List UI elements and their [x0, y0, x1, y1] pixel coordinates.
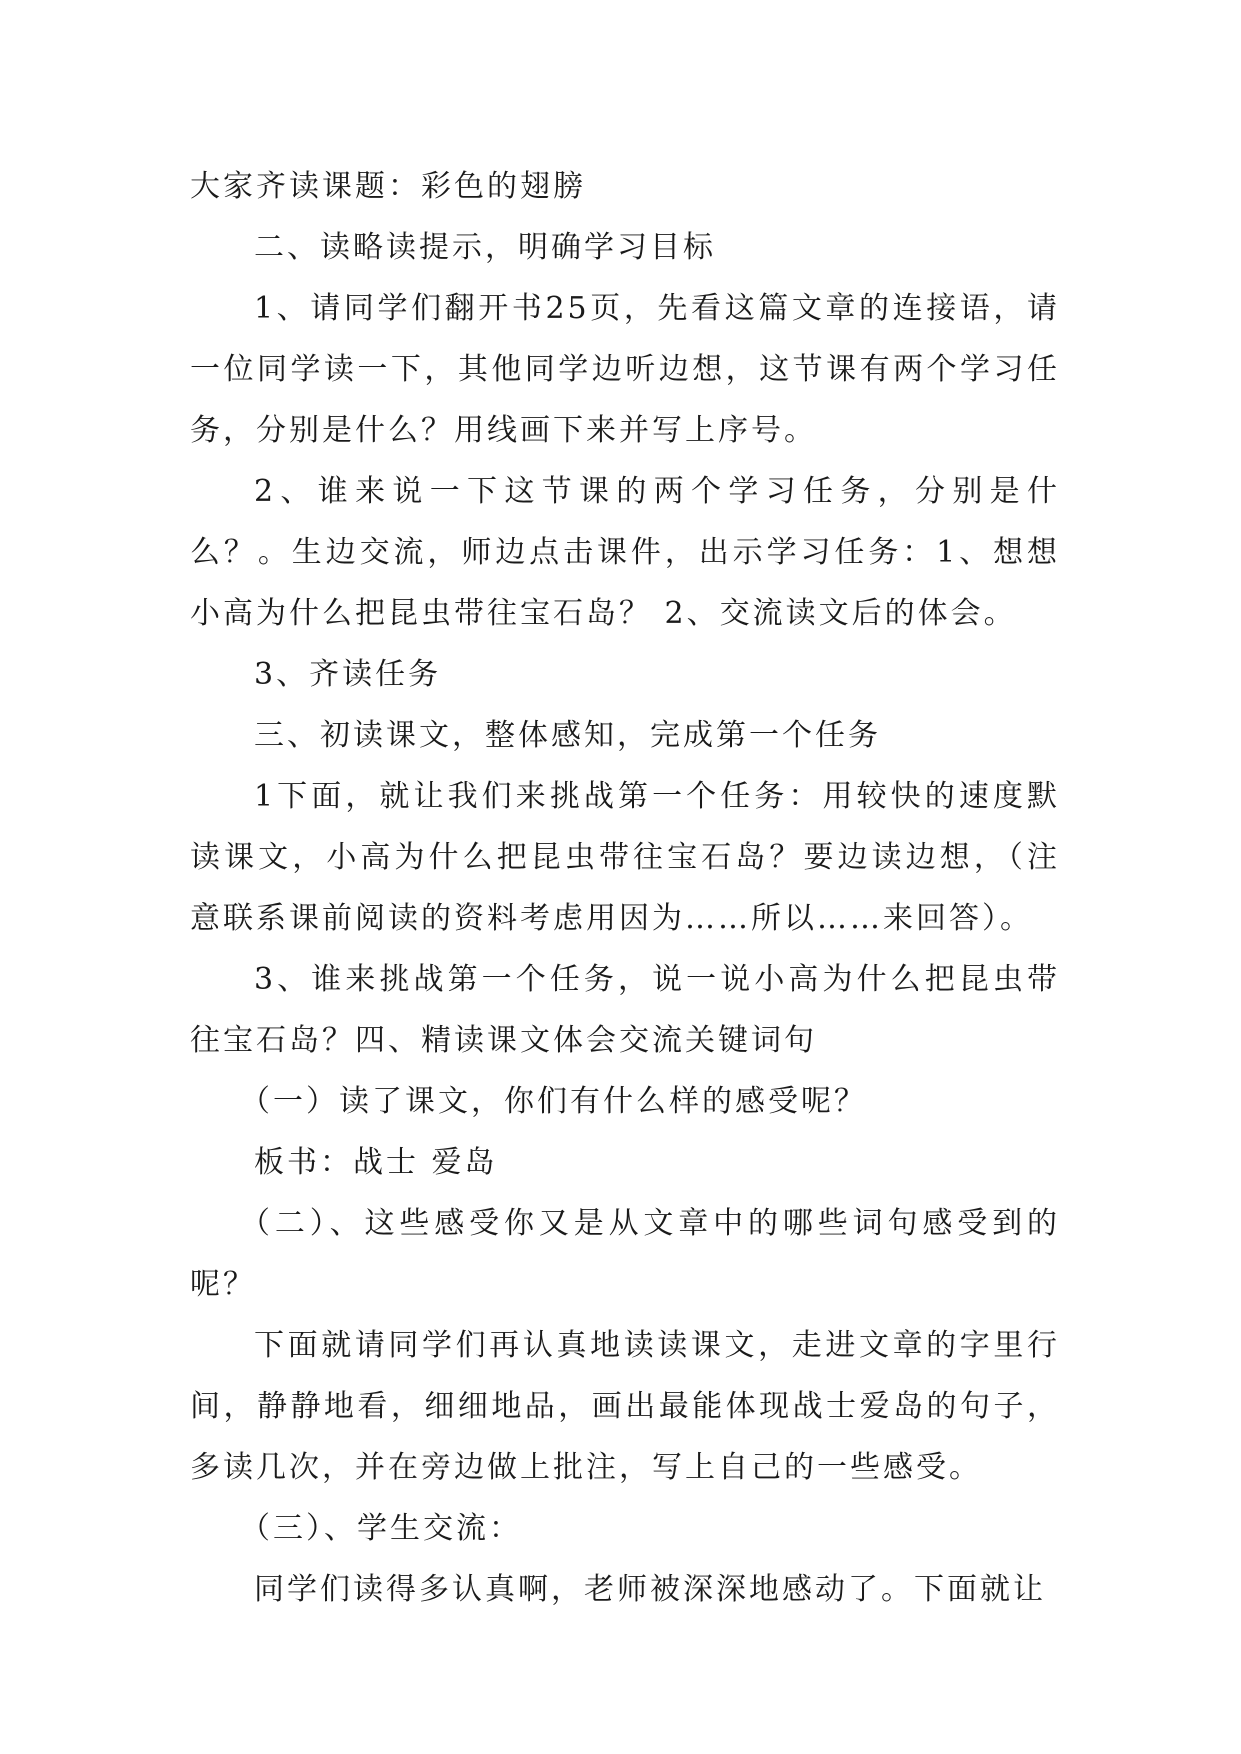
- paragraph-closing: 同学们读得多认真啊，老师被深深地感动了。下面就让: [254, 1572, 1046, 1607]
- paragraph-task-3: 3、谁来挑战第一个任务，说一说小高为什么把昆虫带往宝石岛？四、精读课文体会交流关键词句: [190, 962, 1060, 1058]
- section-heading-2: 二、读略读提示，明确学习目标: [254, 230, 716, 265]
- document-body: [190, 156, 1060, 1620]
- paragraph-reading-title: 大家齐读课题：彩色的翅膀: [190, 169, 586, 204]
- paragraph-sub-3: （三）、学生交流：: [240, 1511, 522, 1546]
- paragraph-step-2: 2、谁来说一下这节课的两个学习任务，分别是什么？。生边交流，师边点击课件，出示学习任务：1、想想小高为什么把昆虫带往宝石岛？ 2、交流读文后的体会。: [190, 474, 1060, 631]
- paragraph-step-1: 1、请同学们翻开书25页，先看这篇文章的连接语，请一位同学读一下，其他同学边听边想，这节课有两个学习任务，分别是什么？用线画下来并写上序号。: [190, 291, 1060, 448]
- section-heading-3: 三、初读课文，整体感知，完成第一个任务: [254, 718, 881, 753]
- paragraph-task-1: 1下面，就让我们来挑战第一个任务：用较快的速度默读课文，小高为什么把昆虫带往宝石岛？要边读边想，（注意联系课前阅读的资料考虑用因为……所以……来回答）。: [190, 779, 1060, 936]
- paragraph-step-3: 3、齐读任务: [254, 657, 442, 692]
- paragraph-sub-1: （一）读了课文，你们有什么样的感受呢？: [240, 1084, 867, 1119]
- paragraph-instruction: 下面就请同学们再认真地读读课文，走进文章的字里行间，静静地看，细细地品，画出最能体现战士爱岛的句子，多读几次，并在旁边做上批注，写上自己的一些感受。: [190, 1328, 1060, 1485]
- paragraph-sub-2: （二）、这些感受你又是从文章中的哪些词句感受到的呢？: [190, 1206, 1060, 1302]
- paragraph-board-writing: 板书：战士 爱岛: [254, 1145, 498, 1180]
